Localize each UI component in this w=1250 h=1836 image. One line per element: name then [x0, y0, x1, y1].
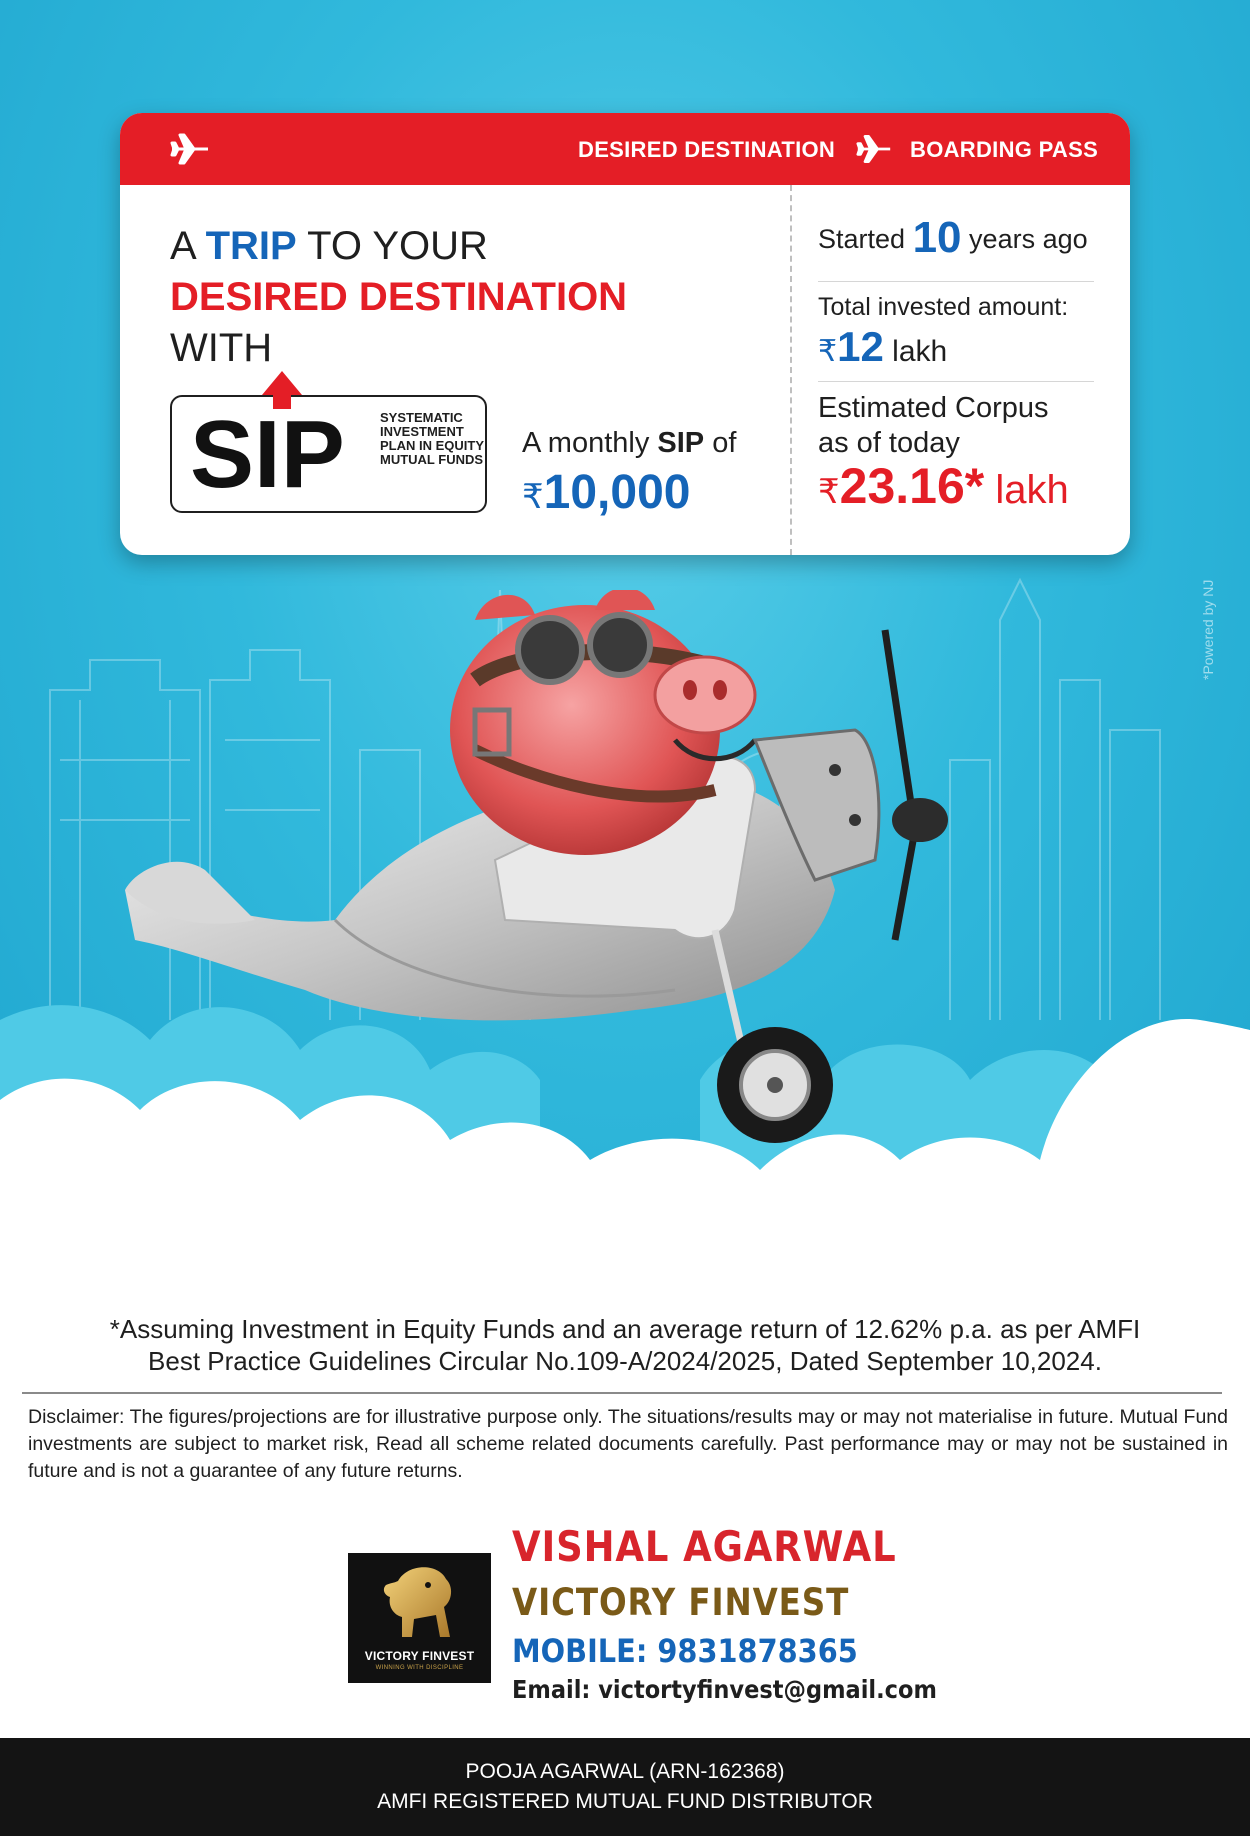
estimated-corpus-label: [818, 391, 1098, 461]
contact-email[interactable]: Email: victortyfinvest@gmail.com: [512, 1675, 937, 1704]
disclaimer-text: Disclaimer: The figures/projections are for illustrative purpose only. The situations/results may or may not materialise in future. Mutual Fund investments are subject to market risk, Read all scheme related documents carefully. Past performance may or may not be sustained in future and is not a guarantee of any future returns.: [28, 1406, 1228, 1482]
monthly-suffix: of: [712, 427, 737, 459]
monthly-currency: ₹: [522, 478, 544, 516]
started-suffix: years ago: [969, 224, 1088, 254]
victory-finvest-logo: [348, 1553, 491, 1683]
header-destination-label: DESIRED DESTINATION: [578, 137, 836, 162]
monthly-sip: SIP: [657, 427, 705, 459]
total-currency: ₹: [818, 335, 838, 368]
contact-firm: VICTORY FINVEST: [512, 1581, 850, 1624]
airplane-icon: [170, 131, 210, 167]
monthly-prefix: A monthly: [522, 427, 650, 459]
sip-logo: [190, 369, 360, 501]
headline-with: WITH: [170, 326, 273, 370]
lion-logo-icon: [368, 1561, 472, 1643]
monthly-sip-label: [522, 427, 736, 460]
corpus-label-line-1: Estimated Corpus: [818, 392, 1049, 424]
headline-a: A: [170, 224, 195, 268]
card-header: [120, 113, 1130, 185]
started-years: [818, 213, 1098, 263]
footer-line-2: AMFI REGISTERED MUTUAL FUND DISTRIBUTOR: [377, 1790, 873, 1813]
contact-name: VISHAL AGARWAL: [512, 1522, 897, 1571]
corpus-unit: lakh: [995, 468, 1069, 512]
corpus-label-line-2: as of today: [818, 427, 960, 459]
headline-trip: TRIP: [205, 224, 297, 268]
boarding-pass-card: [120, 113, 1130, 555]
headline-destination: DESIRED DESTINATION: [170, 275, 628, 319]
assumption-line-2: Best Practice Guidelines Circular No.109-A/2024/2025, Dated September 10,2024.: [148, 1346, 1102, 1376]
corpus-amount: 23.16*: [839, 458, 985, 514]
card-divider: [790, 185, 792, 555]
assumption-note: [40, 1313, 1210, 1377]
estimated-corpus-value: [818, 457, 1098, 515]
sip-logo-box: [170, 395, 487, 513]
started-prefix: Started: [818, 224, 906, 254]
powered-by-label: *Powered by NJ: [1200, 579, 1216, 680]
sip-logo-text: SIP: [190, 401, 345, 501]
total-invested-value: [818, 323, 1098, 371]
assumption-line-1: *Assuming Investment in Equity Funds and an average return of 12.62% p.a. as per AMFI: [109, 1314, 1141, 1344]
airplane-icon: [856, 131, 892, 167]
piggy-plane-illustration: [115, 590, 995, 1160]
headline: [170, 221, 730, 374]
footer: [0, 1738, 1250, 1836]
monthly-sip-amount: [522, 465, 690, 520]
contact-mobile[interactable]: MOBILE: 9831878365: [512, 1632, 858, 1670]
separator: [818, 281, 1094, 282]
logo-brand-name: VICTORY FINVEST: [364, 1649, 475, 1663]
logo-tagline: WINNING WITH DISCIPLINE: [375, 1665, 464, 1671]
total-invested-label: Total invested amount:: [818, 293, 1069, 321]
started-years-value: 10: [912, 213, 962, 262]
separator: [818, 381, 1094, 382]
total-unit: lakh: [892, 335, 948, 368]
footer-line-1: POOJA AGARWAL (ARN-162368): [465, 1760, 785, 1783]
corpus-currency: ₹: [818, 473, 840, 511]
monthly-amount: 10,000: [543, 466, 691, 519]
total-amount: 12: [837, 323, 884, 370]
headline-to-your: TO YOUR: [307, 224, 488, 268]
sip-subtitle: SYSTEMATIC INVESTMENT PLAN IN EQUITY MUTUAL FUNDS: [380, 410, 484, 467]
header-boarding-pass-label: BOARDING PASS: [910, 137, 1099, 162]
horizontal-rule: [22, 1392, 1222, 1394]
